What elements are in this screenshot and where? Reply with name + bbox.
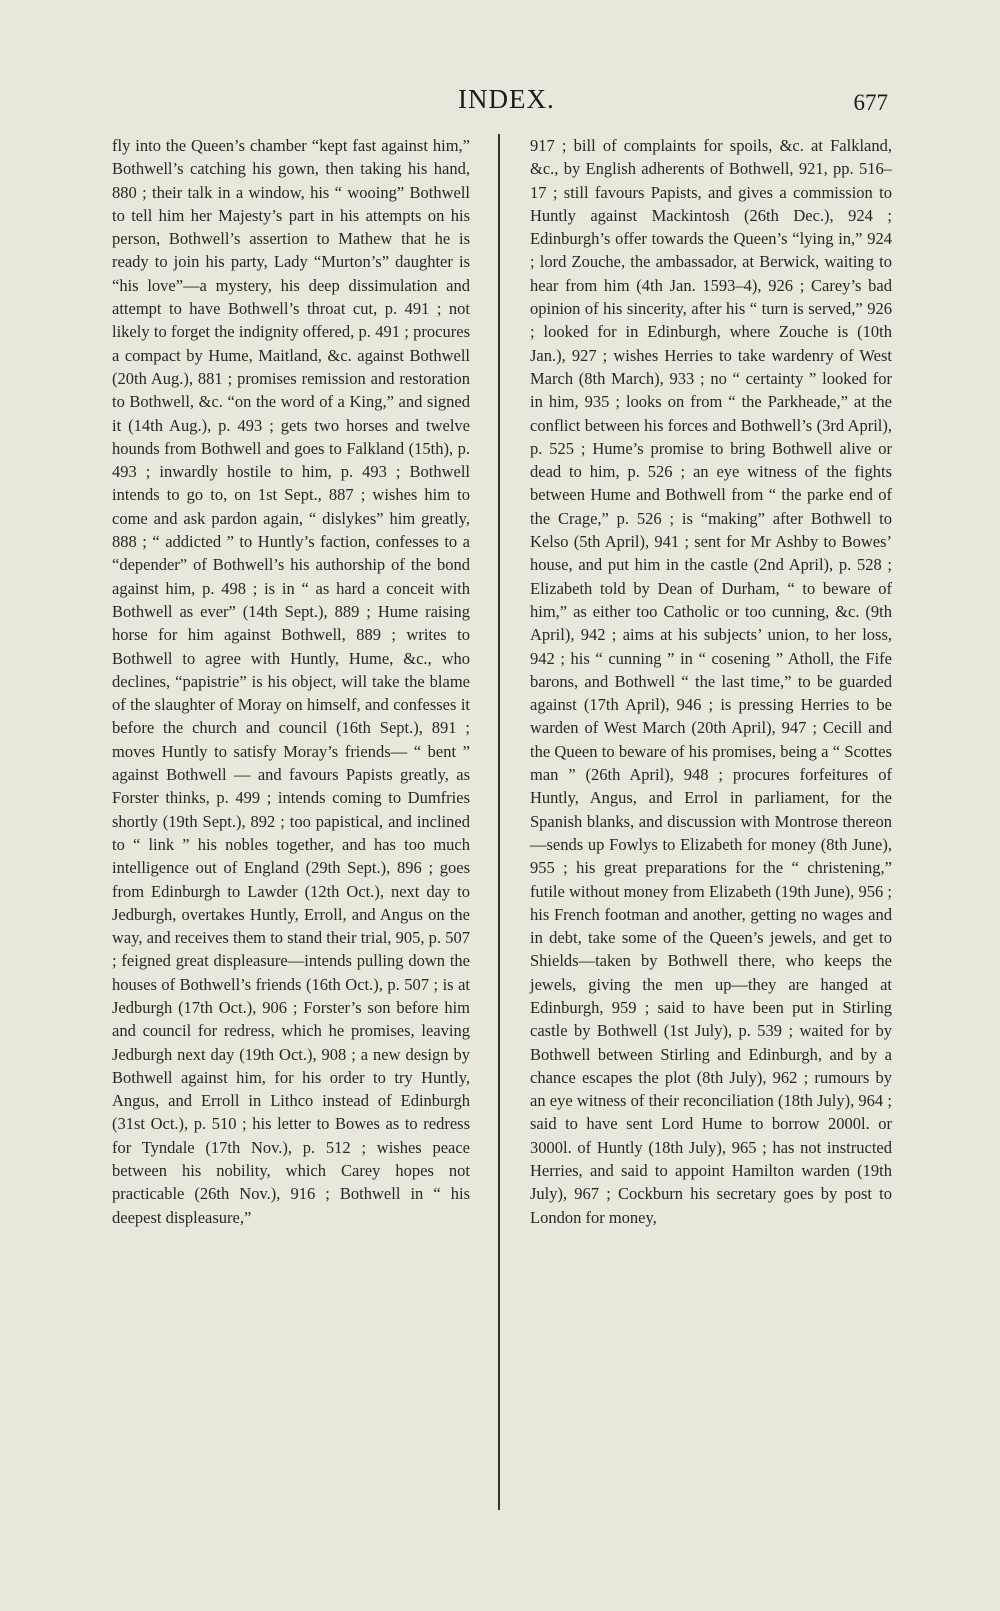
running-header bbox=[0, 84, 1000, 124]
index-entry-text: 917 ; bill of complaints for spoils, &c. at Falkland, &c., by English adherents of Bothwell, 921, pp. 516–17 ; still favours Papists, and gives a commission to Huntly against Mackintosh (26th Dec.), 924 ; Edinburgh’s offer towards the Queen’s “lying in,” 924 ; lord Zouche, the ambassador, at Berwick, waiting to hear from him (4th Jan. 1593–4), 926 ; Carey’s bad opinion of his sincerity, after his “ turn is served,” 926 ; looked for in Edinburgh, where Zouche is (10th Jan.), 927 ; wishes Herries to take wardenry of West March (8th March), 933 ; no “ certainty ” looked for in him, 935 ; looks on from “ the Parkheade,” at the conflict between his forces and Bothwell’s (3rd April), p. 525 ; Hume’s promise to bring Bothwell alive or dead to him, p. 526 ; an eye witness of the fights between Hume and Bothwell from “ the parke end of the Crage,” p. 526 ; is “making” after Bothwell to Kelso (5th April), 941 ; sent for Mr Ashby to Bowes’ house, and put him in the castle (2nd April), p. 528 ; Elizabeth told by Dean of Durham, “ to beware of him,” as either too Catholic or too cunning, &c. (9th April), 942 ; aims at his subjects’ union, to her loss, 942 ; his “ cunning ” in “ cosening ” Atholl, the Fife barons, and Bothwell “ the last time,” to be guarded against (17th April), 946 ; is pressing Herries to be warden of West March (20th April), 947 ; Cecill and the Queen to beware of his promises, being a “ Scottes man ” (26th April), 948 ; procures forfeitures of Huntly, Angus, and Errol in parliament, for the Spanish blanks, and discussion with Montrose thereon—sends up Fowlys to Elizabeth for money (8th June), 955 ; his great preparations for the “ christening,” futile without money from Elizabeth (19th June), 956 ; his French footman and another, getting no wages and in debt, take some of the Queen’s jewels, and get to Shields—taken by Bothwell there, who keeps the jewels, giving the men up—they are hanged at Edinburgh, 959 ; said to have been put in Stirling castle by Bothwell (1st July), p. 539 ; waited for by Bothwell between Stirling and Edinburgh, and by a chance escapes the plot (8th July), 962 ; rumours by an eye witness of their reconciliation (18th July), 964 ; said to have sent Lord Hume to borrow 2000l. or 3000l. of Huntly (18th July), 965 ; has not instructed Herries, and said to appoint Hamilton warden (19th July), 967 ; Cockburn his secretary goes by post to London for money, bbox=[530, 136, 892, 1227]
index-entry-text: fly into the Queen’s chamber “kept fast against him,” Bothwell’s catching his gown, then taking his hand, 880 ; their talk in a window, his “ wooing” Bothwell to tell him her Majesty’s part in his attempts on his person, Bothwell’s assertion to Mathew that he is ready to join his party, Lady “Murton’s” daughter is “his love”—a mystery, his deep dissimulation and attempt to have Bothwell’s throat cut, p. 491 ; not likely to forget the indignity offered, p. 491 ; procures a compact by Hume, Maitland, &c. against Bothwell (20th Aug.), 881 ; promises remission and restoration to Bothwell, &c. “on the word of a King,” and signed it (14th Aug.), p. 493 ; gets two horses and twelve hounds from Bothwell and goes to Falkland (15th), p. 493 ; inwardly hostile to him, p. 493 ; Bothwell intends to go to, on 1st Sept., 887 ; wishes him to come and ask pardon again, “ dislykes” him greatly, 888 ; “ addicted ” to Huntly’s faction, confesses to a “depender” of Bothwell’s his authorship of the bond against him, p. 498 ; is in “ as hard a conceit with Bothwell as ever” (14th Sept.), 889 ; Hume raising horse for him against Bothwell, 889 ; writes to Bothwell to agree with Huntly, Hume, &c., who declines, “papistrie” is his object, will take the blame of the slaughter of Moray on himself, and confesses it before the church and council (16th Sept.), 891 ; moves Huntly to satisfy Moray’s friends— “ bent ” against Bothwell — and favours Papists greatly, as Forster thinks, p. 499 ; intends coming to Dumfries shortly (19th Sept.), 892 ; too papistical, and inclined to “ link ” his nobles together, and has too much intelligence out of England (29th Sept.), 896 ; goes from Edinburgh to Lawder (12th Oct.), next day to Jedburgh, overtakes Huntly, Erroll, and Angus on the way, and receives them to stand their trial, 905, p. 507 ; feigned great displeasure—intends pulling down the houses of Bothwell’s friends (16th Oct.), p. 507 ; is at Jedburgh (17th Oct.), 906 ; Forster’s son before him and council for redress, which he promises, leaving Jedburgh next day (19th Oct.), 908 ; a new design by Bothwell against him, for his order to try Huntly, Angus, and Erroll in Lithco instead of Edinburgh (31st Oct.), p. 510 ; his letter to Bowes as to redress for Tyndale (17th Nov.), p. 512 ; wishes peace between his nobility, which Carey hopes not practicable (26th Nov.), 916 ; Bothwell in “ his deepest displeasure,” bbox=[112, 136, 470, 1227]
right-column bbox=[530, 134, 892, 1229]
page-title: INDEX. bbox=[458, 84, 555, 114]
column-divider bbox=[498, 134, 500, 1510]
page-number: 677 bbox=[853, 90, 888, 115]
left-column bbox=[112, 134, 470, 1229]
